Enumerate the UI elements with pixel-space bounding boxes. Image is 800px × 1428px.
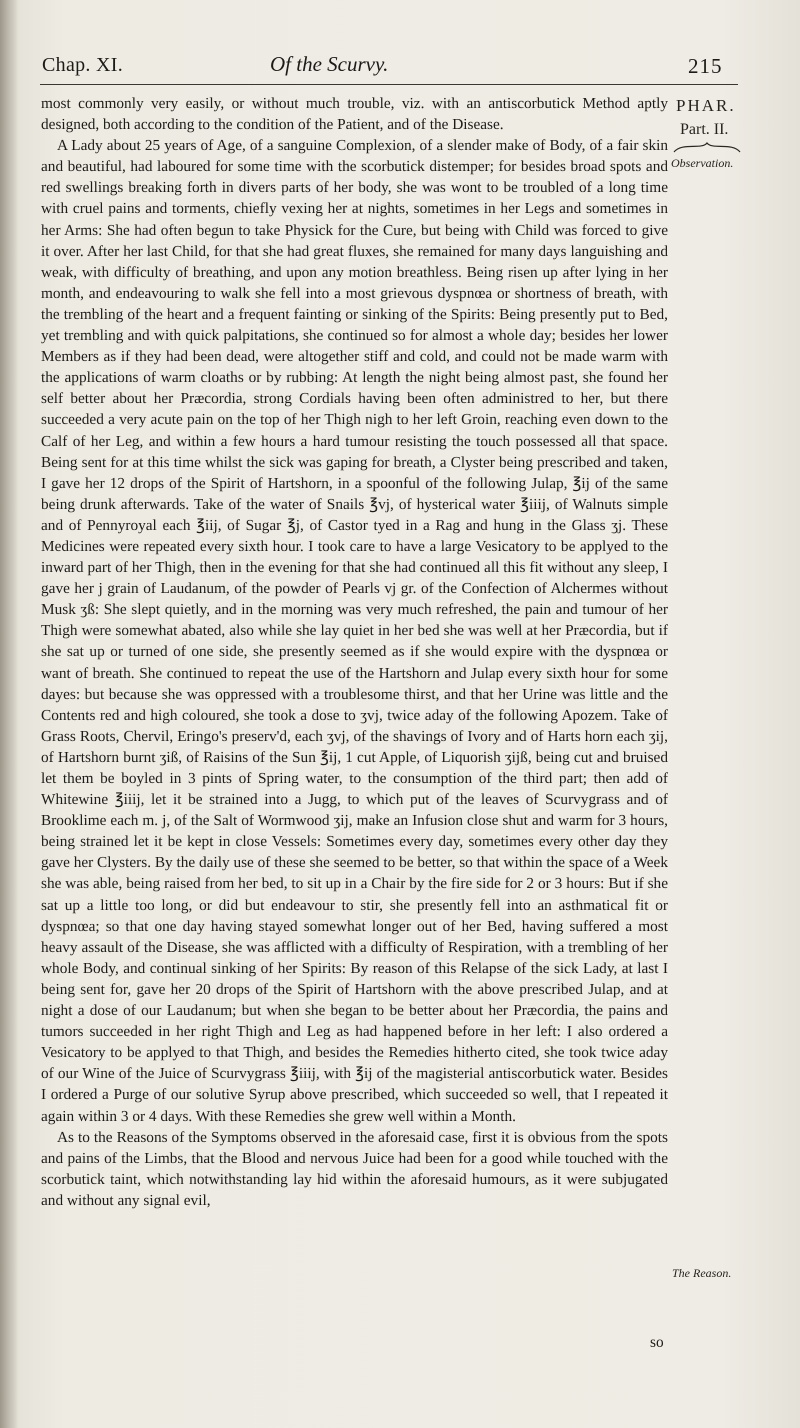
catchword: so [650,1334,664,1351]
main-text [41,93,668,1211]
margin-note-observation: Observation. [671,156,734,170]
margin-note-reason: The Reason. [672,1266,732,1280]
margin-bracket [672,140,742,154]
margin-part-label: Part. II. [680,121,729,138]
paragraph-reasons: As to the Reasons of the Symptoms observed in the aforesaid case, first it is obvious from the spots and pains of the Limbs, that the Blood and nervous Juice had been for a good while touched with the scorbutick taint, which notwithstanding lay hid within the aforesaid humours, as it were subjugated and without any signal evil, [41,1128,668,1209]
header-rule [40,84,738,85]
page-number: 215 [688,54,723,78]
page-gutter-shadow [0,0,18,1428]
paragraph-case-history: A Lady about 25 years of Age, of a sanguine Complexion, of a slender make of Body, of a fair skin and beautiful, had laboured for some time with the scorbutick distemper; for besides broad spots and red swellings breaking forth in divers parts of her body, she was wont to be troubled of a long time with cruel pains and torments, chiefly vexing her at nights, sometimes in her Legs and sometimes in her Arms: She had often begun to take Physick for the Cure, but being with Child was forced to give it over. After her last Child, for that she had great fluxes, she remained for many days languishing and weak, with difficulty of breathing, and upon any motion breathless. Being risen up after lying in her month, and endeavouring to walk she fell into a most grievous dyspnœa or shortness of breath, with the trembling of the heart and a frequent fainting or sinking of the Spirits: Being presently put to Bed, yet trembling and with quick palpitations, she continued so for almost a whole day; besides her lower Members as if they had been dead, were altogether stiff and cold, and could not be made warm with the applications of warm cloaths or by rubbing: At length the night being almost past, she found her self better about her Præcordia, strong Cordials having been often administred to her, but there succeeded a very acute pain on the top of her Thigh nigh to her left Groin, reaching even down to the Calf of her Leg, and within a few hours a hard tumour resisting the touch possessed all that space. Being sent for at this time whilst the sick was gaping for breath, a Clyster being prescribed and taken, I gave her 12 drops of the Spirit of Hartshorn, in a spoonful of the following Julap, ℥ij of the same being drunk afterwards. Take of the water of Snails ℥vj, of hysterical water ℥iiij, of Walnuts simple and of Pennyroyal each ℥iij, of Sugar ℥j, of Castor tyed in a Rag and hung in the Glass ʒj. These Medicines were repeated every sixth hour. I took care to have a large Vesicatory to be applyed to the inward part of her Thigh, then in the evening for that she had continued all this fit without any sleep, I gave her j grain of Laudanum, of the powder of Pearls vj gr. of the Confection of Alchermes without Musk ʒß: She slept quietly, and in the morning was very much refreshed, the pain and tumour of her Thigh were somewhat abated, also while she lay quiet in her bed she was well at her Præcordia, but if she sat up or turned of one side, she presently seemed as if she would expire with the dyspnœa or want of breath. She continued to repeat the use of the Hartshorn and Julap every sixth hour for some dayes: but because she was oppressed with a troublesome thirst, and that her Urine was little and the Contents red and high coloured, she took a dose to ʒvj, twice aday of the following Apozem. Take of Grass Roots, Chervil, Eringo's preserv'd, each ʒvj, of the shavings of Ivory and of Harts horn each ʒij, of Hartshorn burnt ʒiß, of Raisins of the Sun ℥ij, 1 cut Apple, of Liquorish ʒijß, being cut and bruised let them be boyled in 3 pints of Spring water, to the consumption of the third part; then add of Whitewine ℥iiij, let it be strained into a Jugg, to which put of the leaves of Scurvygrass and of Brooklime each m. j, of the Salt of Wormwood ʒij, make an Infusion close shut and warm for 3 hours, being strained let it be kept in close Vessels: Sometimes every day, sometimes every other day they gave her Clysters. By the daily use of these she seemed to be better, so that within the space of a Week she was able, being raised from her bed, to sit up in a Chair by the fire side for 2 or 3 hours: But if she sat up a little too long, or did but endeavour to stir, she presently fell into an asthmatical fit or dyspnœa; so that one day having stayed somewhat longer out of her Bed, having suffered a most heavy assault of the Disease, she was afflicted with a difficulty of Respiration, with a trembling of her whole Body, and continual sinking of her Spirits: By reason of this Relapse of the sick Lady, at last I being sent for, gave her 20 drops of the Spirit of Hartshorn with the above prescribed Julap, and at night a dose of our Laudanum; but when she began to be better about her Præcordia, the pains and tumors succeeded in her right Thigh and Leg as had happened before in her left: I also ordered a Vesicatory to be applyed to that Thigh, and besides the Remedies hitherto cited, she took twice aday of our Wine of the Juice of Scurvygrass ℥iiij, with ℥ij of the magisterial antiscorbutick water. Besides I ordered a Purge of our solutive Syrup above prescribed, which succeeded so well, that I repeated it again within 3 or 4 days. With these Remedies she grew well within a Month. [41,137,668,1125]
running-title: Of the Scurvy. [270,52,389,76]
margin-section-label: PHAR. [676,96,736,115]
chapter-heading: Chap. XI. [42,54,124,76]
running-header [40,48,740,84]
paragraph-continuation: most commonly very easily, or without much trouble, viz. with an antiscorbutick Method aptly designed, both according to the condition of the Patient, and of the Disease. [41,95,668,134]
